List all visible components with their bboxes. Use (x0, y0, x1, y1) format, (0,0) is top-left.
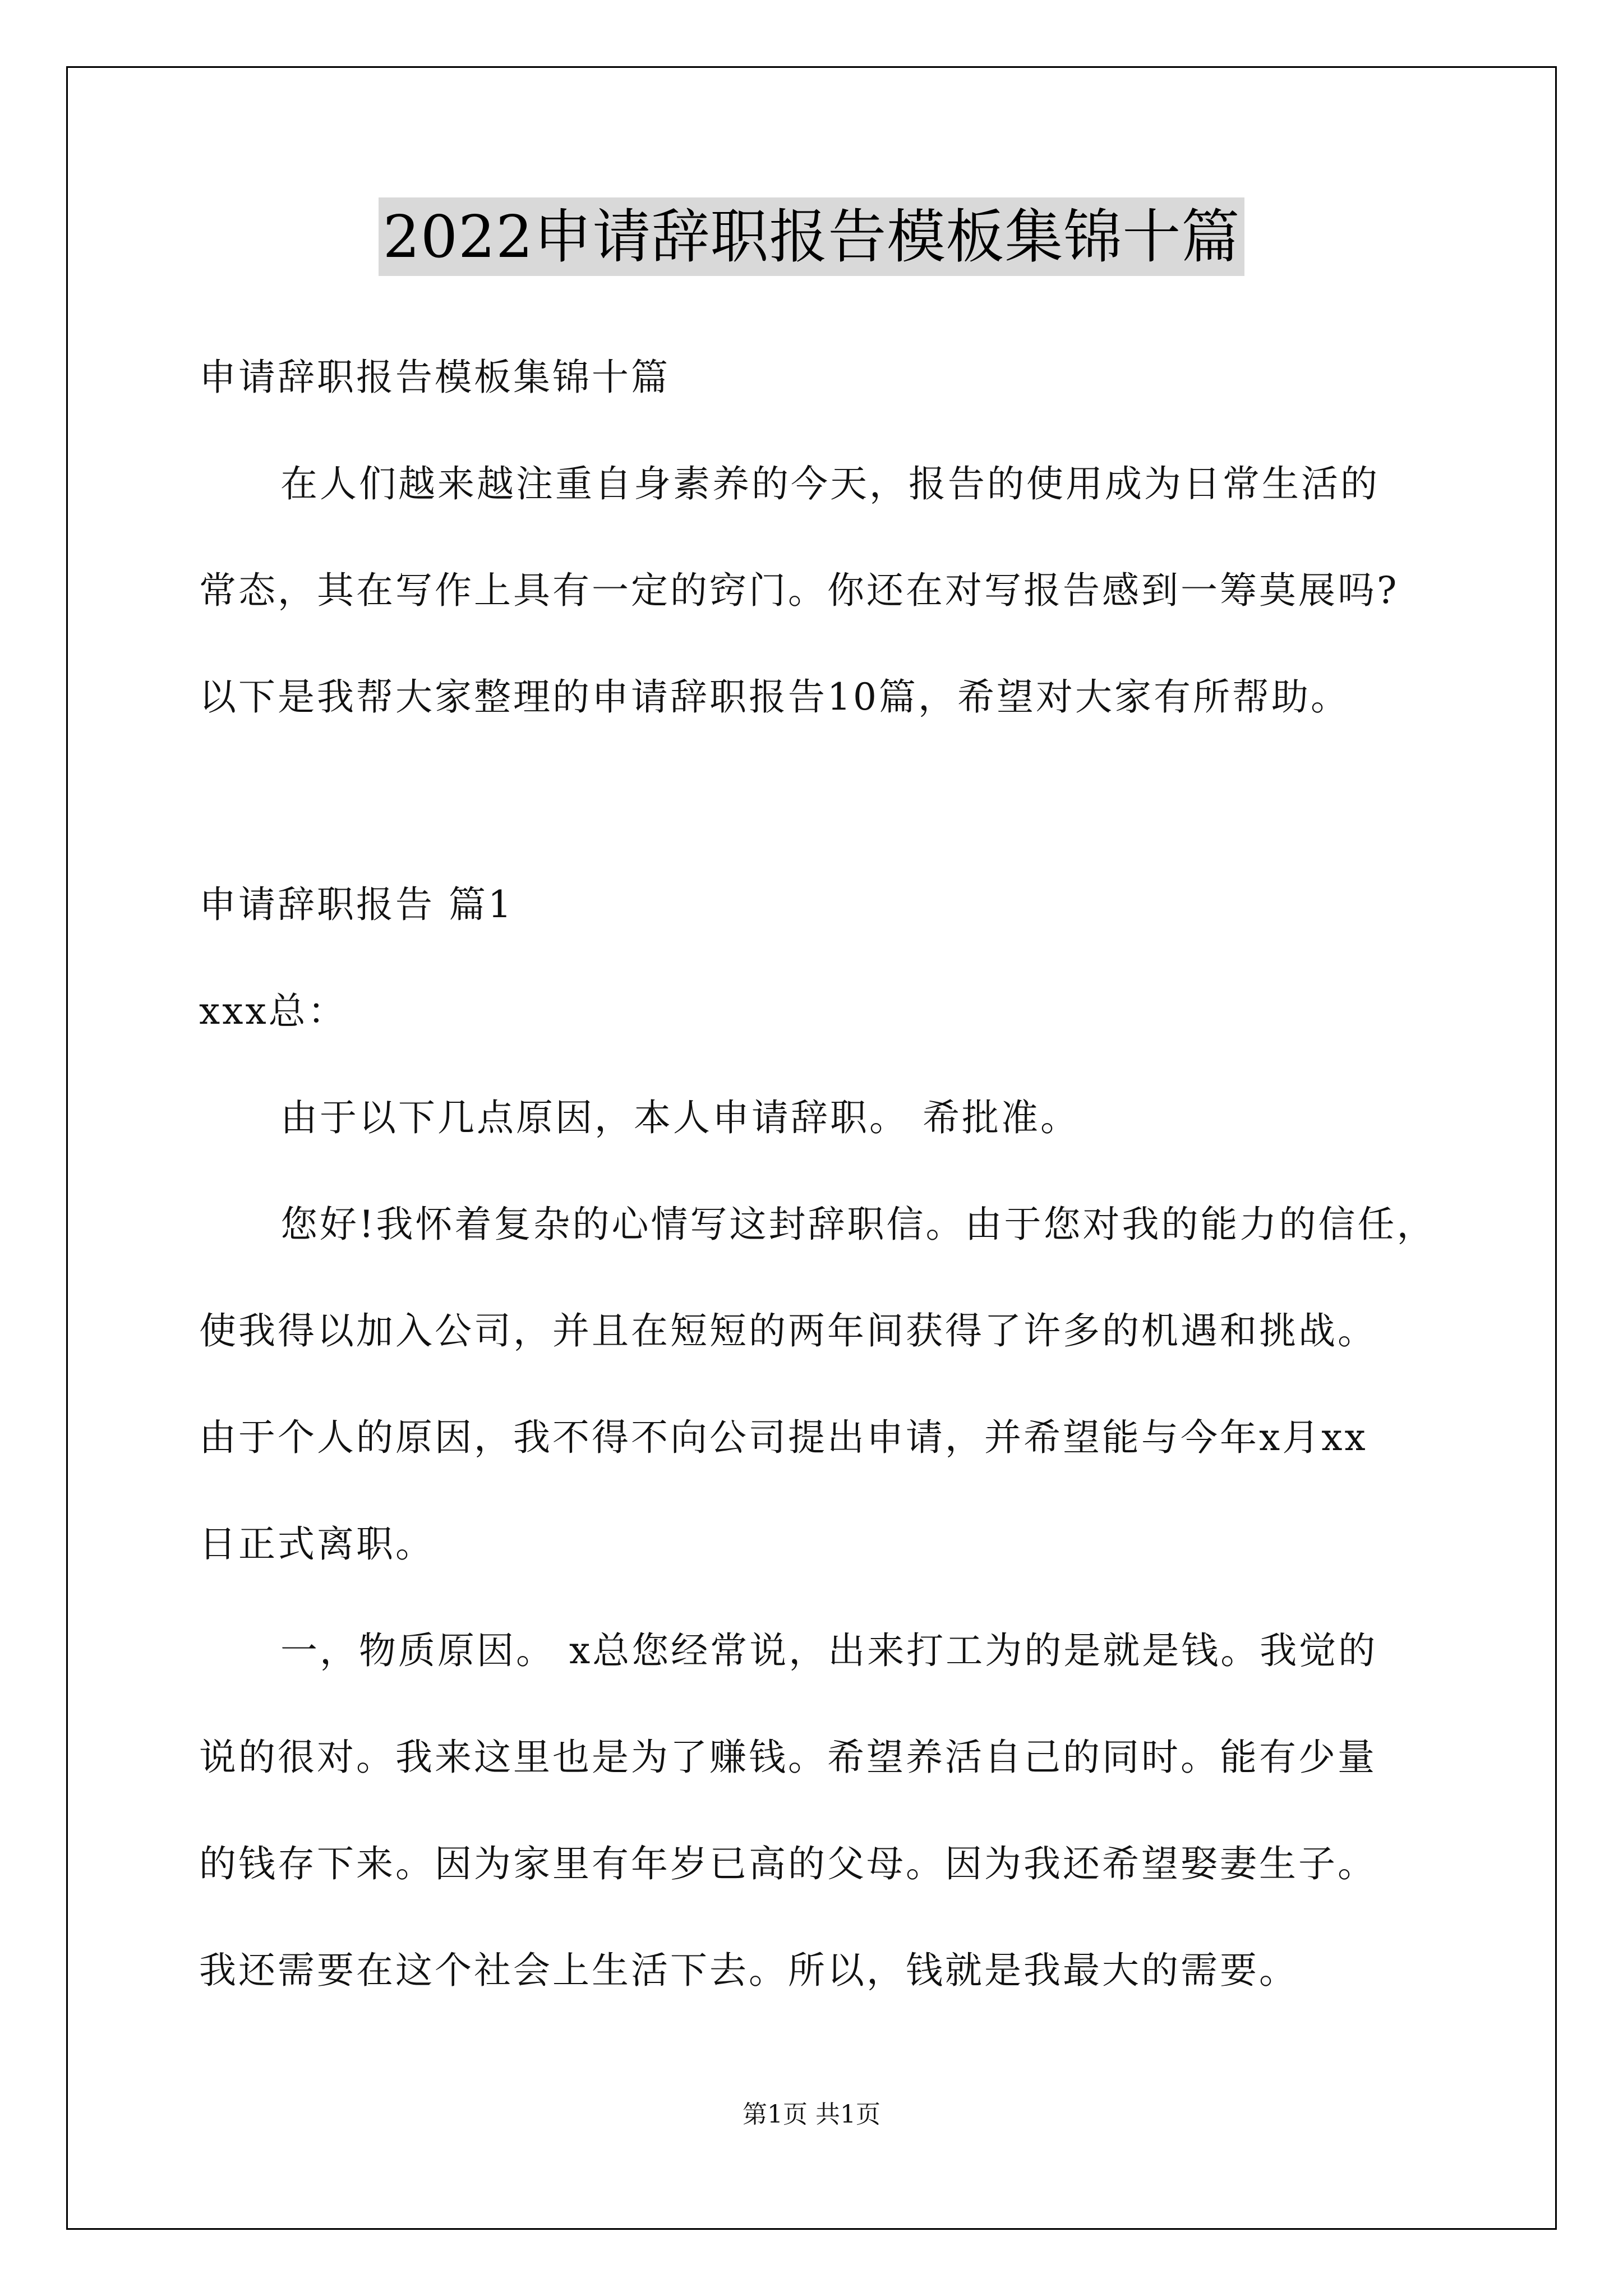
intro-line-2: 常态，其在写作上具有一定的窍门。你还在对写报告感到一筹莫展吗? (199, 569, 1399, 612)
paragraph-line: 一，物质原因。 x总您经常说，出来打工为的是就是钱。我觉的 (280, 1629, 1378, 1672)
paragraph-line: 日正式离职。 (199, 1522, 435, 1566)
paragraph-line: 我还需要在这个社会上生活下去。所以，钱就是我最大的需要。 (199, 1949, 1298, 1992)
paragraph-line: 由于以下几点原因，本人申请辞职。 希批准。 (280, 1096, 1080, 1139)
document-title: 2022申请辞职报告模板集锦十篇 (379, 197, 1245, 276)
subtitle-line: 申请辞职报告模板集锦十篇 (199, 356, 670, 399)
paragraph-line: 您好!我怀着复杂的心情写这封辞职信。由于您对我的能力的信任， (280, 1203, 1436, 1246)
title-container (0, 197, 1623, 276)
intro-line-3: 以下是我帮大家整理的申请辞职报告10篇，希望对大家有所帮助。 (199, 675, 1350, 719)
paragraph-line: 说的很对。我来这里也是为了赚钱。希望养活自己的同时。能有少量 (199, 1736, 1377, 1779)
paragraph-line: 由于个人的原因，我不得不向公司提出申请，并希望能与今年x月xx (199, 1416, 1368, 1459)
salutation: xxx总： (199, 990, 347, 1033)
paragraph-line: 的钱存下来。因为家里有年岁已高的父母。因为我还希望娶妻生子。 (199, 1842, 1377, 1885)
page-footer: 第1页 共1页 (743, 2100, 880, 2129)
section-heading: 申请辞职报告 篇1 (199, 883, 514, 926)
paragraph-line: 使我得以加入公司，并且在短短的两年间获得了许多的机遇和挑战。 (199, 1309, 1377, 1352)
intro-line-1: 在人们越来越注重自身素养的今天，报告的使用成为日常生活的 (280, 462, 1380, 505)
